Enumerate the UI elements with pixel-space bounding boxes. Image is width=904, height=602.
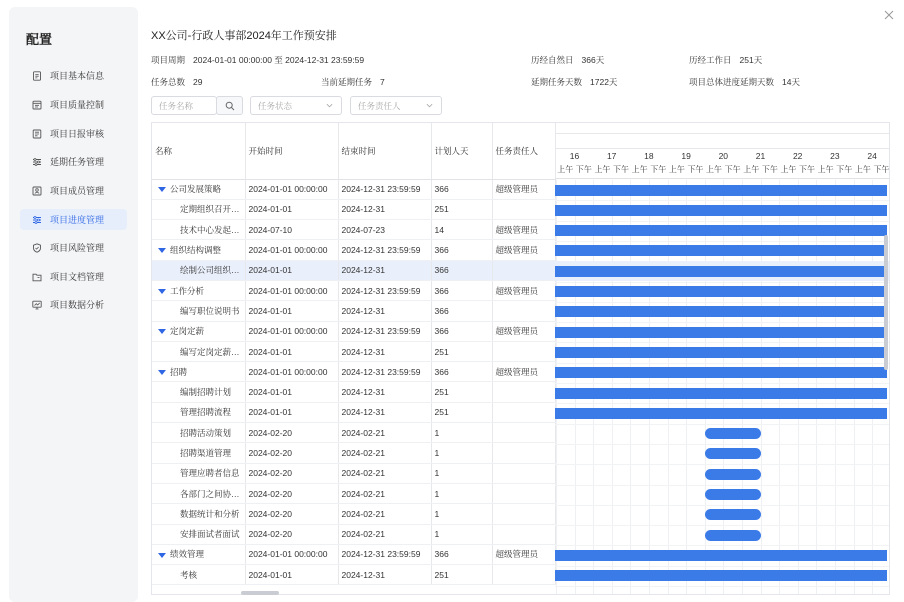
expand-caret-icon[interactable] bbox=[158, 187, 166, 192]
column-header-end[interactable]: 结束时间 bbox=[338, 123, 431, 179]
cell-owner bbox=[492, 341, 555, 361]
gantt-bar[interactable] bbox=[555, 408, 887, 419]
gantt-bar[interactable] bbox=[555, 286, 887, 297]
sidebar-item-label: 项目质量控制 bbox=[50, 100, 105, 110]
table-row[interactable] bbox=[152, 463, 555, 483]
gantt-halfday-label: 下午 bbox=[650, 165, 667, 174]
expand-caret-icon[interactable] bbox=[158, 248, 166, 253]
cell-days: 251 bbox=[431, 402, 492, 422]
vertical-scrollbar[interactable] bbox=[884, 235, 888, 370]
sidebar-item-3[interactable] bbox=[20, 151, 127, 172]
sidebar-item-label: 延期任务管理 bbox=[50, 157, 105, 167]
cell-end: 2024-12-31 23:59:59 bbox=[338, 240, 431, 260]
cell-days: 251 bbox=[431, 382, 492, 402]
folder-icon bbox=[32, 272, 42, 282]
chevron-down-icon bbox=[426, 102, 433, 109]
table-row[interactable] bbox=[152, 402, 555, 422]
cell-start: 2024-02-20 bbox=[245, 423, 338, 443]
cell-name: 各部门之间协… bbox=[152, 483, 245, 503]
sidebar-item-label: 项目日报审核 bbox=[50, 129, 105, 139]
cell-owner bbox=[492, 382, 555, 402]
cell-owner: 超级管理员 bbox=[492, 179, 555, 199]
table-row[interactable] bbox=[152, 179, 555, 199]
table-row[interactable] bbox=[152, 199, 555, 219]
gantt-halfday-label: 上午 bbox=[743, 165, 760, 174]
cell-owner bbox=[492, 565, 555, 585]
cell-start: 2024-07-10 bbox=[245, 220, 338, 240]
gantt-day-label: 17 bbox=[606, 151, 617, 161]
cell-name: 工作分析 bbox=[152, 280, 245, 300]
table-row[interactable] bbox=[152, 341, 555, 361]
sidebar-item-5[interactable] bbox=[20, 209, 127, 230]
cell-end: 2024-12-31 23:59:59 bbox=[338, 362, 431, 382]
cell-owner bbox=[492, 301, 555, 321]
cell-end: 2024-02-21 bbox=[338, 463, 431, 483]
gantt-bar[interactable] bbox=[705, 448, 761, 459]
cell-owner: 超级管理员 bbox=[492, 321, 555, 341]
gantt-halfday-label: 上午 bbox=[817, 165, 834, 174]
gantt-bar[interactable] bbox=[705, 428, 761, 439]
info-doc-icon bbox=[32, 71, 42, 81]
sidebar-item-0[interactable] bbox=[20, 65, 127, 86]
gantt-halfday-label: 上午 bbox=[780, 165, 797, 174]
cell-days: 366 bbox=[431, 544, 492, 564]
gantt-halfday-label: 下午 bbox=[687, 165, 704, 174]
column-header-name[interactable]: 名称 bbox=[152, 123, 245, 179]
sidebar-item-label: 项目成员管理 bbox=[50, 186, 105, 196]
cell-end: 2024-12-31 23:59:59 bbox=[338, 280, 431, 300]
gantt-halfday-label: 下午 bbox=[724, 165, 741, 174]
monitor-chart-icon bbox=[32, 300, 42, 310]
cell-name: 绩效管理 bbox=[152, 544, 245, 564]
gantt-halfday-label: 下午 bbox=[836, 165, 853, 174]
cell-name: 组织结构调整 bbox=[152, 240, 245, 260]
member-card-icon bbox=[32, 186, 42, 196]
cell-end: 2024-07-23 bbox=[338, 220, 431, 240]
expand-caret-icon[interactable] bbox=[158, 370, 166, 375]
task-name-input[interactable]: 任务名称 bbox=[151, 96, 217, 115]
gantt-halfday-label: 下午 bbox=[873, 165, 890, 174]
close-icon[interactable] bbox=[884, 10, 894, 20]
cell-days: 1 bbox=[431, 423, 492, 443]
table-row[interactable] bbox=[152, 504, 555, 524]
sidebar-item-label: 项目数据分析 bbox=[50, 300, 105, 310]
gantt-bar[interactable] bbox=[555, 225, 887, 236]
gantt-halfday-label: 下午 bbox=[799, 165, 816, 174]
sidebar-item-7[interactable] bbox=[20, 266, 127, 287]
gantt-bar[interactable] bbox=[555, 266, 887, 277]
sliders-icon bbox=[32, 215, 42, 225]
gantt-day-label: 21 bbox=[755, 151, 766, 161]
gantt-bar[interactable] bbox=[705, 469, 761, 480]
cell-start: 2024-01-01 00:00:00 bbox=[245, 362, 338, 382]
gantt-halfday-label: 上午 bbox=[706, 165, 723, 174]
cell-name: 考核 bbox=[152, 565, 245, 585]
table-row[interactable] bbox=[152, 260, 555, 280]
gantt-bar[interactable] bbox=[555, 306, 887, 317]
gantt-bar[interactable] bbox=[555, 245, 887, 256]
cell-end: 2024-02-21 bbox=[338, 483, 431, 503]
cell-end: 2024-12-31 23:59:59 bbox=[338, 544, 431, 564]
cell-owner bbox=[492, 504, 555, 524]
gantt-bar[interactable] bbox=[555, 205, 887, 216]
cell-start: 2024-02-20 bbox=[245, 524, 338, 544]
cell-owner bbox=[492, 199, 555, 219]
sidebar-item-label: 项目文档管理 bbox=[50, 272, 105, 282]
cell-start: 2024-01-01 bbox=[245, 382, 338, 402]
cell-owner bbox=[492, 483, 555, 503]
cell-end: 2024-12-31 bbox=[338, 199, 431, 219]
cell-start: 2024-01-01 00:00:00 bbox=[245, 240, 338, 260]
cell-days: 251 bbox=[431, 565, 492, 585]
cell-name: 编写职位说明书 bbox=[152, 301, 245, 321]
table-row[interactable] bbox=[152, 280, 555, 300]
cell-days: 366 bbox=[431, 362, 492, 382]
cell-start: 2024-01-01 bbox=[245, 341, 338, 361]
cell-start: 2024-01-01 bbox=[245, 565, 338, 585]
cell-end: 2024-12-31 bbox=[338, 301, 431, 321]
gantt-bar[interactable] bbox=[555, 388, 887, 399]
cell-days: 1 bbox=[431, 483, 492, 503]
cell-days: 14 bbox=[431, 220, 492, 240]
cell-end: 2024-12-31 23:59:59 bbox=[338, 321, 431, 341]
table-row[interactable] bbox=[152, 321, 555, 341]
cell-start: 2024-02-20 bbox=[245, 504, 338, 524]
table-row[interactable] bbox=[152, 423, 555, 443]
cell-end: 2024-12-31 bbox=[338, 565, 431, 585]
table-row[interactable] bbox=[152, 524, 555, 544]
search-icon bbox=[225, 101, 235, 111]
gantt-day-label: 22 bbox=[792, 151, 803, 161]
cell-start: 2024-02-20 bbox=[245, 443, 338, 463]
cell-start: 2024-01-01 00:00:00 bbox=[245, 544, 338, 564]
table-row[interactable] bbox=[152, 443, 555, 463]
cell-start: 2024-01-01 bbox=[245, 301, 338, 321]
gantt-halfday-label: 上午 bbox=[557, 165, 574, 174]
cell-days: 366 bbox=[431, 240, 492, 260]
table-row[interactable] bbox=[152, 382, 555, 402]
cell-name: 定期组织召开… bbox=[152, 199, 245, 219]
cell-end: 2024-12-31 23:59:59 bbox=[338, 179, 431, 199]
quality-doc-icon bbox=[32, 100, 42, 110]
table-row[interactable] bbox=[152, 220, 555, 240]
cell-owner bbox=[492, 423, 555, 443]
table-row[interactable] bbox=[152, 483, 555, 503]
sidebar-item-4[interactable] bbox=[20, 180, 127, 201]
natural-days: 历经自然日 366天 bbox=[531, 55, 605, 65]
project-period: 项目周期 2024-01-01 00:00:00 至 2024-12-31 23:59:59 bbox=[151, 55, 365, 65]
page-title: XX公司-行政人事部2024年工作预安排 bbox=[151, 30, 337, 42]
sidebar-item-1[interactable] bbox=[20, 94, 127, 115]
gantt-halfday-label: 上午 bbox=[854, 165, 871, 174]
cell-end: 2024-02-21 bbox=[338, 504, 431, 524]
cell-days: 366 bbox=[431, 280, 492, 300]
gantt-day-label: 24 bbox=[867, 151, 877, 161]
gantt-halfday-label: 上午 bbox=[631, 165, 648, 174]
delayed-tasks: 当前延期任务 7 bbox=[321, 77, 385, 87]
cell-end: 2024-12-31 bbox=[338, 402, 431, 422]
search-button[interactable] bbox=[216, 96, 243, 115]
cell-owner bbox=[492, 524, 555, 544]
cell-owner: 超级管理员 bbox=[492, 240, 555, 260]
cell-name: 招聘活动策划 bbox=[152, 423, 245, 443]
shield-icon bbox=[32, 243, 42, 253]
cell-owner: 超级管理员 bbox=[492, 544, 555, 564]
table-row[interactable] bbox=[152, 565, 555, 585]
cell-start: 2024-01-01 00:00:00 bbox=[245, 321, 338, 341]
cell-days: 251 bbox=[431, 199, 492, 219]
cell-owner: 超级管理员 bbox=[492, 362, 555, 382]
delay-days: 延期任务天数 1722天 bbox=[531, 77, 618, 87]
column-header-days[interactable]: 计划人天 bbox=[431, 123, 492, 179]
gantt-chart bbox=[555, 123, 890, 595]
cell-name: 管理招聘流程 bbox=[152, 402, 245, 422]
cell-days: 1 bbox=[431, 524, 492, 544]
cell-owner bbox=[492, 260, 555, 280]
cell-name: 编制招聘计划 bbox=[152, 382, 245, 402]
overall-delay: 项目总体进度延期天数 14天 bbox=[689, 77, 800, 87]
gantt-bar[interactable] bbox=[705, 509, 761, 520]
sliders-icon bbox=[32, 157, 42, 167]
cell-owner bbox=[492, 402, 555, 422]
cell-end: 2024-12-31 bbox=[338, 260, 431, 280]
cell-days: 1 bbox=[431, 443, 492, 463]
report-doc-icon bbox=[32, 129, 42, 139]
gantt-halfday-label: 下午 bbox=[761, 165, 778, 174]
expand-caret-icon[interactable] bbox=[158, 553, 166, 558]
cell-name: 数据统计和分析 bbox=[152, 504, 245, 524]
cell-start: 2024-01-01 00:00:00 bbox=[245, 280, 338, 300]
table-row[interactable] bbox=[152, 240, 555, 260]
cell-owner bbox=[492, 443, 555, 463]
cell-start: 2024-01-01 bbox=[245, 402, 338, 422]
sidebar-item-label: 项目风险管理 bbox=[50, 243, 105, 253]
expand-caret-icon[interactable] bbox=[158, 329, 166, 334]
cell-start: 2024-01-01 bbox=[245, 260, 338, 280]
cell-start: 2024-02-20 bbox=[245, 483, 338, 503]
cell-start: 2024-02-20 bbox=[245, 463, 338, 483]
column-header-start[interactable]: 开始时间 bbox=[245, 123, 338, 179]
cell-name: 招聘渠道管理 bbox=[152, 443, 245, 463]
task-owner-select[interactable]: 任务责任人 bbox=[350, 96, 442, 115]
gantt-bar[interactable] bbox=[705, 489, 761, 500]
gantt-day-label: 23 bbox=[830, 151, 840, 161]
cell-owner: 超级管理员 bbox=[492, 280, 555, 300]
gantt-day-label: 18 bbox=[644, 151, 654, 161]
gantt-halfday-label: 上午 bbox=[594, 165, 611, 174]
gantt-grid bbox=[151, 122, 890, 595]
work-days: 历经工作日 251天 bbox=[689, 55, 763, 65]
gantt-halfday-label: 下午 bbox=[575, 165, 592, 174]
task-status-select[interactable]: 任务状态 bbox=[250, 96, 342, 115]
gantt-bar[interactable] bbox=[555, 550, 887, 561]
sidebar-item-label: 项目基本信息 bbox=[50, 71, 105, 81]
cell-name: 安排面试者面试 bbox=[152, 524, 245, 544]
cell-end: 2024-12-31 bbox=[338, 341, 431, 361]
cell-days: 1 bbox=[431, 463, 492, 483]
cell-days: 251 bbox=[431, 341, 492, 361]
gantt-header bbox=[555, 123, 890, 179]
gantt-bar[interactable] bbox=[555, 185, 887, 196]
cell-end: 2024-12-31 bbox=[338, 382, 431, 402]
gantt-day-label: 16 bbox=[569, 151, 580, 161]
gantt-bar[interactable] bbox=[555, 570, 887, 581]
cell-owner: 超级管理员 bbox=[492, 220, 555, 240]
cell-days: 366 bbox=[431, 301, 492, 321]
gantt-bar[interactable] bbox=[555, 367, 887, 378]
task-table bbox=[152, 123, 556, 585]
cell-name: 招聘 bbox=[152, 362, 245, 382]
cell-name: 编写定岗定薪… bbox=[152, 341, 245, 361]
gantt-bar[interactable] bbox=[555, 347, 887, 358]
cell-name: 绘制公司组织… bbox=[152, 260, 245, 280]
sidebar bbox=[9, 7, 138, 602]
expand-caret-icon[interactable] bbox=[158, 289, 166, 294]
cell-name: 技术中心发起… bbox=[152, 220, 245, 240]
table-row[interactable] bbox=[152, 301, 555, 321]
sidebar-title: 配置 bbox=[26, 32, 53, 47]
cell-days: 366 bbox=[431, 321, 492, 341]
cell-days: 366 bbox=[431, 179, 492, 199]
table-row[interactable] bbox=[152, 544, 555, 564]
column-header-owner[interactable]: 任务责任人 bbox=[492, 123, 555, 179]
gantt-halfday-label: 下午 bbox=[613, 165, 630, 174]
cell-start: 2024-01-01 00:00:00 bbox=[245, 179, 338, 199]
cell-name: 管理应聘者信息 bbox=[152, 463, 245, 483]
gantt-day-label: 20 bbox=[718, 151, 729, 161]
cell-days: 366 bbox=[431, 260, 492, 280]
cell-end: 2024-02-21 bbox=[338, 524, 431, 544]
sidebar-item-6[interactable] bbox=[20, 237, 127, 258]
sidebar-item-2[interactable] bbox=[20, 123, 127, 144]
gantt-bar[interactable] bbox=[705, 530, 761, 541]
cell-name: 公司发展策略 bbox=[152, 179, 245, 199]
cell-owner bbox=[492, 463, 555, 483]
total-tasks: 任务总数 29 bbox=[151, 77, 203, 87]
cell-end: 2024-02-21 bbox=[338, 423, 431, 443]
cell-end: 2024-02-21 bbox=[338, 443, 431, 463]
horizontal-scrollbar[interactable] bbox=[241, 591, 279, 595]
gantt-day-label: 19 bbox=[681, 151, 691, 161]
sidebar-item-8[interactable] bbox=[20, 294, 127, 315]
sidebar-item-label: 项目进度管理 bbox=[50, 215, 105, 225]
gantt-bar[interactable] bbox=[555, 327, 887, 338]
gantt-halfday-label: 上午 bbox=[668, 165, 685, 174]
cell-name: 定岗定薪 bbox=[152, 321, 245, 341]
chevron-down-icon bbox=[326, 102, 333, 109]
table-row[interactable] bbox=[152, 362, 555, 382]
cell-days: 1 bbox=[431, 504, 492, 524]
cell-start: 2024-01-01 bbox=[245, 199, 338, 219]
